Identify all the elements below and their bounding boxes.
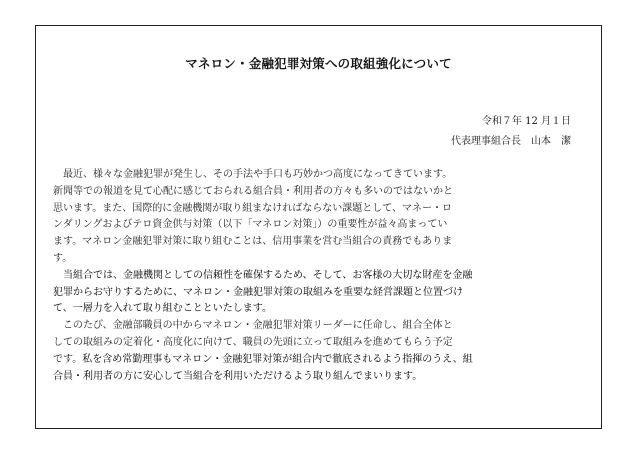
- paragraph-line: このたび、金融部職員の中からマネロン・金融犯罪対策リーダーに任命し、組合全体と: [53, 320, 453, 332]
- paragraph-line: 合員・利用者の方に安心して当組合を利用いただけるよう取り組んでまいります。: [53, 370, 423, 382]
- paragraph-line: ます。マネロン金融犯罪対策に取り組むことは、信用事業を営む当組合の責務でもありま: [53, 236, 453, 248]
- document-signer: 代表理事組合長 山本 潔: [451, 136, 571, 147]
- paragraph-line: 新聞等での報道を見て心配に感じておられる組合員・利用者の方々も多いのではないかと: [53, 185, 453, 197]
- paragraph-2: [53, 268, 585, 318]
- paragraph-line: 思います。また、国際的に金融機関が取り組まなければならない課題として、マネー・ロ: [53, 202, 452, 214]
- paragraph-text-mincho: です。: [53, 353, 83, 365]
- paragraph-line: 最近、様々な金融犯罪が発生し、その手法や手口も巧妙かつ高度になってきています。: [53, 169, 453, 180]
- document-title: マネロン・金融犯罪対策への取組強化について: [185, 56, 452, 71]
- paragraph-line: て、一層力を入れて取り組むことといたします。: [53, 303, 272, 315]
- paragraph-line: す。: [53, 252, 73, 264]
- document-date: 令和７年 12 月１日: [481, 116, 571, 127]
- document-frame: [35, 25, 602, 429]
- paragraph-text-gothic: 私を含め常勤理事もマネロン・金融犯罪対策が組合内で徹底されるよう指揮のうえ、組: [82, 353, 473, 365]
- paragraph-1: [53, 167, 585, 268]
- paragraph-line-mixed: [53, 352, 585, 369]
- paragraph-line: しての取組みの定着化・高度化に向けて、職員の先頭に立って取組みを進めてもらう予定: [53, 336, 453, 348]
- paragraph-line: 当組合では、金融機関としての信頼性を確保するため、そして、お客様の大切な財産を金融: [53, 269, 473, 281]
- paragraph-3: [53, 318, 585, 385]
- paragraph-line: 犯罪からお守りするために、マネロン・金融犯罪対策の取組みを重要な経営課題と位置づけ: [53, 286, 463, 298]
- paragraph-line: ンダリングおよびテロ資金供与対策（以下「マネロン対策」）の重要性が益々高まってい: [53, 219, 448, 231]
- document-body: [53, 167, 585, 385]
